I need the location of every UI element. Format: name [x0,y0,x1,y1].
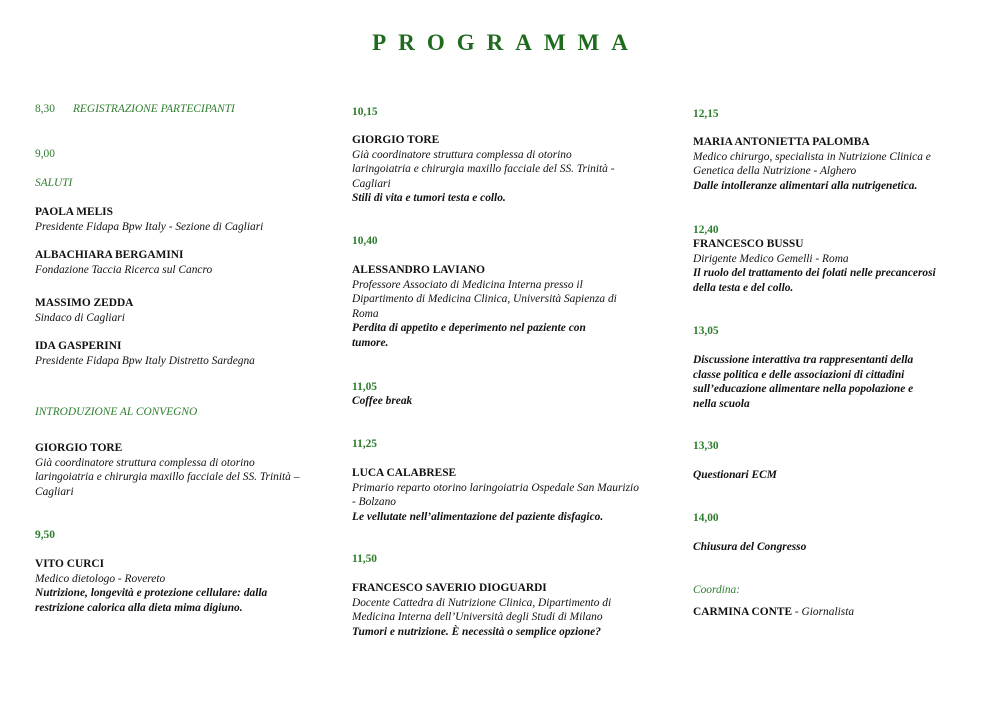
speaker-role-line: Dipartimento di Medicina Clinica, Università Sapienza di [352,293,617,306]
time-1215: 12,15 [693,108,719,120]
speaker-role-line: Già coordinatore struttura complessa di otorino [352,148,572,161]
talk-title: Dalle intolleranze alimentari alla nutrigenetica. [693,179,918,192]
speaker-role-line: laringoiatria e chirurgia maxillo facciale del SS. Trinità - [352,163,615,176]
registration-row [35,102,325,117]
speaker-giorgio-tore [352,133,652,206]
coordina-label: Coordina: [693,584,741,596]
talk-title: Stili di vita e tumori testa e collo. [352,192,506,205]
time-1125: 11,25 [352,438,377,450]
saluti-heading: SALUTI [35,177,73,189]
speaker-albachiara-bergamini [35,248,325,277]
speaker-role-line: Cagliari [35,485,74,498]
speaker-name: FRANCESCO SAVERIO DIOGUARDI [352,582,547,594]
closing: Chiusura del Congresso [693,541,807,553]
speaker-name: GIORGIO TORE [352,134,440,146]
speaker-role-line: Medicina Interna dell’Università degli Studi di Milano [352,611,603,624]
speaker-role-line: Docente Cattedra di Nutrizione Clinica, Dipartimento di [352,596,612,609]
speaker-role: Sindaco di Cagliari [35,311,125,324]
speaker-name: LUCA CALABRESE [352,467,457,479]
discussion-line: nella scuola [693,397,750,410]
speaker-name: FRANCESCO BUSSU [693,238,804,250]
registration-time: 8,30 [35,103,55,115]
speaker-role-line: Roma [352,307,379,320]
talk-title-line: Nutrizione, longevità e protezione cellulare: dalla [35,587,268,600]
speaker-name: ALESSANDRO LAVIANO [352,264,486,276]
coffee-break: Coffee break [352,395,413,407]
speaker-name: MARIA ANTONIETTA PALOMBA [693,136,870,148]
speaker-role-line: Professore Associato di Medicina Interna presso il [352,278,583,291]
questionari-ecm: Questionari ECM [693,469,777,481]
moderator [693,605,983,620]
speaker-role: Medico dietologo - Rovereto [35,572,166,585]
speaker-role-line: laringoiatria e chirurgia maxillo facciale del SS. Trinità – [35,471,300,484]
speaker-alessandro-laviano [352,263,652,351]
speaker-francesco-saverio-dioguardi [352,581,652,639]
speaker-paola-melis [35,205,325,234]
speaker-ida-gasperini [35,339,325,368]
speaker-name: IDA GASPERINI [35,340,122,352]
speaker-role: Dirigente Medico Gemelli - Roma [693,252,849,265]
talk-title-line: Perdita di appetito e deperimento nel paziente con [352,322,586,335]
speaker-role-line: Cagliari [352,177,391,190]
time-1040: 10,40 [352,235,378,247]
talk-title-line: Il ruolo del trattamento dei folati nelle precancerosi [693,267,936,280]
talk-title-line: restrizione calorica alla dieta mima digiuno. [35,601,243,614]
time-1240: 12,40 [693,224,719,236]
discussion-line: sull’educazione alimentare nella popolazione e [693,383,914,396]
intro-heading: INTRODUZIONE AL CONVEGNO [35,406,198,418]
speaker-role-line: Genetica della Nutrizione - Alghero [693,165,857,178]
talk-title: Tumori e nutrizione. È necessità o semplice opzione? [352,625,601,638]
speaker-name: VITO CURCI [35,558,105,570]
speaker-name: GIORGIO TORE [35,442,123,454]
speaker-francesco-bussu [693,237,983,295]
speaker-role-line: Primario reparto otorino laringoiatria Ospedale San Maurizio [352,481,639,494]
discussion-line: classe politica e delle associazioni di cittadini [693,368,905,381]
time-1015: 10,15 [352,106,378,118]
talk-title: Le vellutate nell’alimentazione del paziente disfagico. [352,510,604,523]
speaker-vito-curci [35,557,325,615]
time-1105: 11,05 [352,381,377,393]
talk-title-line: tumore. [352,336,389,349]
speaker-giorgio-tore-intro [35,441,325,499]
discussion-line: Discussione interattiva tra rappresentanti della [693,354,914,366]
registration-label: REGISTRAZIONE PARTECIPANTI [72,103,235,115]
speaker-role: Presidente Fidapa Bpw Italy - Sezione di Cagliari [35,220,264,233]
time-1330: 13,30 [693,440,719,452]
speaker-name: ALBACHIARA BERGAMINI [35,249,184,261]
speaker-name: MASSIMO ZEDDA [35,297,134,309]
talk-title-line: della testa e del collo. [693,281,794,294]
time-1305: 13,05 [693,325,719,337]
discussion [693,353,983,411]
time-1400: 14,00 [693,512,719,524]
speaker-maria-antonietta-palomba [693,135,983,193]
page-title: PROGRAMMA [372,30,640,55]
time-900: 9,00 [35,148,55,160]
moderator-role: - Giornalista [792,606,855,618]
speaker-role-line: Già coordinatore struttura complessa di otorino [35,456,255,469]
time-1150: 11,50 [352,553,377,565]
speaker-name: PAOLA MELIS [35,206,113,218]
speaker-role: Fondazione Taccia Ricerca sul Cancro [35,263,213,276]
moderator-name: CARMINA CONTE [693,606,793,618]
time-950: 9,50 [35,529,55,541]
speaker-luca-calabrese [352,466,652,524]
speaker-massimo-zedda [35,296,325,325]
speaker-role: Presidente Fidapa Bpw Italy Distretto Sardegna [35,354,255,367]
speaker-role-line: Medico chirurgo, specialista in Nutrizione Clinica e [693,150,931,163]
speaker-role-line: - Bolzano [352,496,396,509]
